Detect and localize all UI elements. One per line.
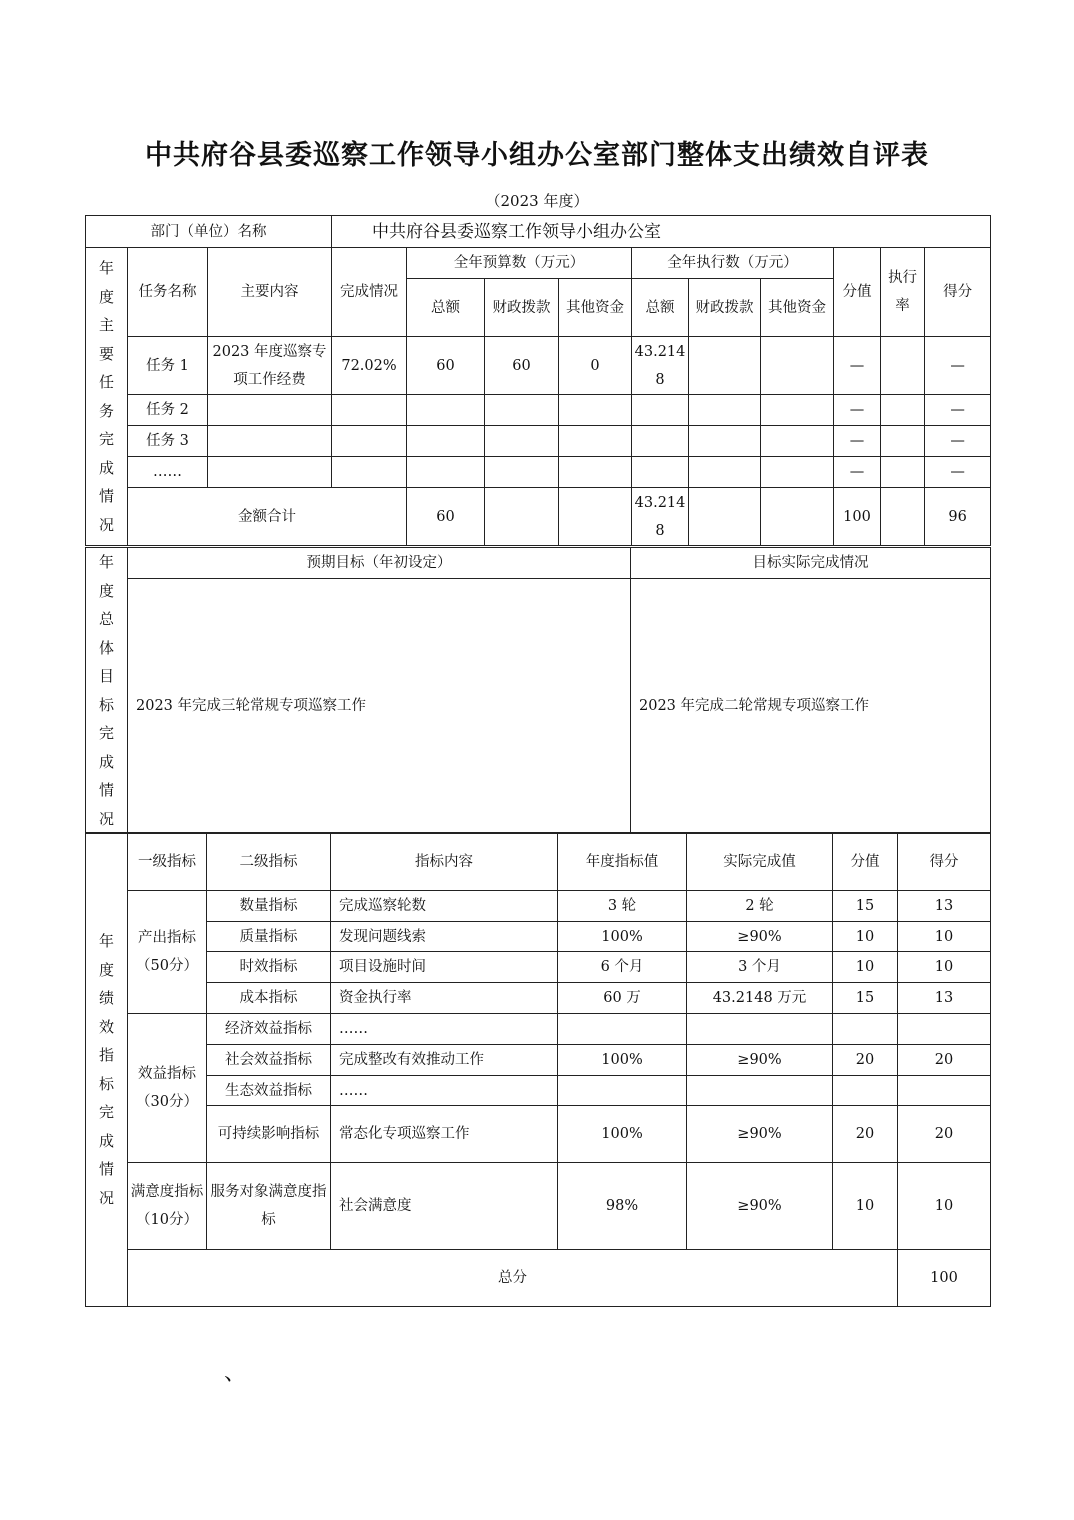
score-value: — <box>834 395 881 426</box>
task-content <box>208 426 332 457</box>
header-expected-goal: 预期目标（年初设定） <box>128 548 631 579</box>
level2: 服务对象满意度指标 <box>207 1163 331 1250</box>
score-value: 10 <box>833 952 898 983</box>
table-row <box>86 983 991 1014</box>
exec-fiscal <box>689 457 761 488</box>
table-row <box>86 426 991 457</box>
header-target: 年度指标值 <box>558 833 687 891</box>
dept-label: 部门（单位）名称 <box>86 216 332 248</box>
target: 100% <box>558 1045 687 1076</box>
sub-header: 其他资金 <box>761 279 834 337</box>
score-value: 10 <box>833 922 898 952</box>
total-row <box>86 488 991 546</box>
budget-total <box>407 457 485 488</box>
header-score: 得分 <box>925 248 991 337</box>
exec-other <box>761 457 834 488</box>
header-level2: 二级指标 <box>207 833 331 891</box>
actual: 2 轮 <box>687 891 833 922</box>
score-value: — <box>834 337 881 395</box>
sec3-side-label: 年 度 绩 效 指 标 完 成 情 况 <box>86 833 128 1307</box>
header-actual-completion: 目标实际完成情况 <box>631 548 991 579</box>
indicator-content: 完成整改有效推动工作 <box>331 1045 558 1076</box>
indicator-content: 项目设施时间 <box>331 952 558 983</box>
exec-other <box>761 337 834 395</box>
task-name: 任务 2 <box>128 395 208 426</box>
group-output: 产出指标（50分） <box>128 891 207 1014</box>
exec-rate <box>881 337 925 395</box>
year-label: （2023 年度） <box>485 192 589 210</box>
score: 20 <box>898 1045 991 1076</box>
table-row <box>86 1045 991 1076</box>
score-value: 20 <box>833 1106 898 1163</box>
table-row <box>86 922 991 952</box>
actual-completion: 2023 年完成二轮常规专项巡察工作 <box>631 579 991 834</box>
budget-fiscal <box>485 426 559 457</box>
goal-table <box>85 547 991 834</box>
budget-other <box>559 426 632 457</box>
actual: ≥90% <box>687 922 833 952</box>
target: 100% <box>558 1106 687 1163</box>
exec-rate <box>881 426 925 457</box>
level2: 质量指标 <box>207 922 331 952</box>
table-row <box>86 395 991 426</box>
score-value: 10 <box>833 1163 898 1250</box>
exec-fiscal <box>689 337 761 395</box>
exec-other <box>761 395 834 426</box>
header-budget: 全年预算数（万元） <box>407 248 632 279</box>
table-row <box>86 1163 991 1250</box>
grand-total-score-value: 100 <box>898 1250 991 1307</box>
score-value: 20 <box>833 1045 898 1076</box>
group-benefit: 效益指标（30分） <box>128 1014 207 1163</box>
actual: 43.2148 万元 <box>687 983 833 1014</box>
sub-header: 财政拨款 <box>689 279 761 337</box>
indicator-content: 发现问题线索 <box>331 922 558 952</box>
score: 20 <box>898 1106 991 1163</box>
actual: 3 个月 <box>687 952 833 983</box>
indicator-content: 资金执行率 <box>331 983 558 1014</box>
dept-value: 中共府谷县委巡察工作领导小组办公室 <box>332 216 991 248</box>
header-indicator-content: 指标内容 <box>331 833 558 891</box>
actual: ≥90% <box>687 1163 833 1250</box>
exec-total <box>632 395 689 426</box>
sec1-side-label: 年 度 主 要 任 务 完 成 情 况 <box>86 248 128 546</box>
total-exec: 43.2148 <box>632 488 689 546</box>
level2: 成本指标 <box>207 983 331 1014</box>
indicator-content: 完成巡察轮数 <box>331 891 558 922</box>
table-row <box>86 1076 991 1106</box>
score <box>898 1076 991 1106</box>
target: 60 万 <box>558 983 687 1014</box>
level2: 经济效益指标 <box>207 1014 331 1045</box>
table-row <box>86 952 991 983</box>
task-status <box>332 426 407 457</box>
target <box>558 1014 687 1045</box>
header-main-content: 主要内容 <box>208 248 332 337</box>
exec-rate <box>881 457 925 488</box>
header-score-value: 分值 <box>833 833 898 891</box>
budget-total <box>407 426 485 457</box>
score-value <box>833 1076 898 1106</box>
grand-total-label: 总分 <box>128 1250 898 1307</box>
actual <box>687 1076 833 1106</box>
task-name: 任务 1 <box>128 337 208 395</box>
task-status <box>332 395 407 426</box>
budget-other: 0 <box>559 337 632 395</box>
expected-goal: 2023 年完成三轮常规专项巡察工作 <box>128 579 631 834</box>
score: 13 <box>898 983 991 1014</box>
indicator-content: …… <box>331 1076 558 1106</box>
exec-rate <box>881 395 925 426</box>
header-exec: 全年执行数（万元） <box>632 248 834 279</box>
level2: 社会效益指标 <box>207 1045 331 1076</box>
table-row <box>86 1106 991 1163</box>
budget-other <box>559 395 632 426</box>
header-actual: 实际完成值 <box>687 833 833 891</box>
score: — <box>925 426 991 457</box>
table-row <box>86 1014 991 1045</box>
score-value <box>833 1014 898 1045</box>
group-satisfaction: 满意度指标（10分） <box>128 1163 207 1250</box>
level2: 时效指标 <box>207 952 331 983</box>
score-value: — <box>834 426 881 457</box>
exec-fiscal <box>689 395 761 426</box>
actual: ≥90% <box>687 1106 833 1163</box>
table-row <box>86 337 991 395</box>
task-content <box>208 395 332 426</box>
task-status <box>332 457 407 488</box>
stray-mark: 、 <box>224 1361 247 1386</box>
header-status: 完成情况 <box>332 248 407 337</box>
target <box>558 1076 687 1106</box>
score <box>898 1014 991 1045</box>
level2: 生态效益指标 <box>207 1076 331 1106</box>
header-task-name: 任务名称 <box>128 248 208 337</box>
sec2-side-label: 年 度 总 体 目 标 完 成 情 况 <box>86 548 128 834</box>
total-label: 金额合计 <box>128 488 407 546</box>
exec-other <box>761 426 834 457</box>
exec-fiscal <box>689 426 761 457</box>
task-status: 72.02% <box>332 337 407 395</box>
actual: ≥90% <box>687 1045 833 1076</box>
score-value: 15 <box>833 891 898 922</box>
sub-header: 其他资金 <box>559 279 632 337</box>
score: — <box>925 337 991 395</box>
total-budget: 60 <box>407 488 485 546</box>
target: 3 轮 <box>558 891 687 922</box>
actual <box>687 1014 833 1045</box>
exec-total <box>632 457 689 488</box>
grand-total-row <box>86 1250 991 1307</box>
budget-total: 60 <box>407 337 485 395</box>
total-score: 96 <box>925 488 991 546</box>
header-score: 得分 <box>898 833 991 891</box>
exec-total: 43.2148 <box>632 337 689 395</box>
score-value: 15 <box>833 983 898 1014</box>
indicator-content: …… <box>331 1014 558 1045</box>
budget-fiscal: 60 <box>485 337 559 395</box>
sub-header: 总额 <box>632 279 689 337</box>
target: 100% <box>558 922 687 952</box>
task-table <box>85 215 991 546</box>
budget-fiscal <box>485 395 559 426</box>
target: 6 个月 <box>558 952 687 983</box>
header-score-value: 分值 <box>834 248 881 337</box>
total-score-value: 100 <box>834 488 881 546</box>
sub-header: 财政拨款 <box>485 279 559 337</box>
level2: 可持续影响指标 <box>207 1106 331 1163</box>
table-row <box>86 891 991 922</box>
table-row <box>86 457 991 488</box>
task-content: 2023 年度巡察专项工作经费 <box>208 337 332 395</box>
indicator-table <box>85 832 991 1307</box>
score: 10 <box>898 1163 991 1250</box>
score-value: — <box>834 457 881 488</box>
task-content <box>208 457 332 488</box>
header-exec-rate: 执行率 <box>881 248 925 337</box>
indicator-content: 社会满意度 <box>331 1163 558 1250</box>
task-name: …… <box>128 457 208 488</box>
exec-total <box>632 426 689 457</box>
header-level1: 一级指标 <box>128 833 207 891</box>
budget-fiscal <box>485 457 559 488</box>
page-title: 中共府谷县委巡察工作领导小组办公室部门整体支出绩效自评表 <box>145 140 929 171</box>
score: 10 <box>898 952 991 983</box>
score: 13 <box>898 891 991 922</box>
score: — <box>925 395 991 426</box>
score: 10 <box>898 922 991 952</box>
budget-total <box>407 395 485 426</box>
budget-other <box>559 457 632 488</box>
score: — <box>925 457 991 488</box>
sub-header: 总额 <box>407 279 485 337</box>
task-name: 任务 3 <box>128 426 208 457</box>
level2: 数量指标 <box>207 891 331 922</box>
target: 98% <box>558 1163 687 1250</box>
indicator-content: 常态化专项巡察工作 <box>331 1106 558 1163</box>
